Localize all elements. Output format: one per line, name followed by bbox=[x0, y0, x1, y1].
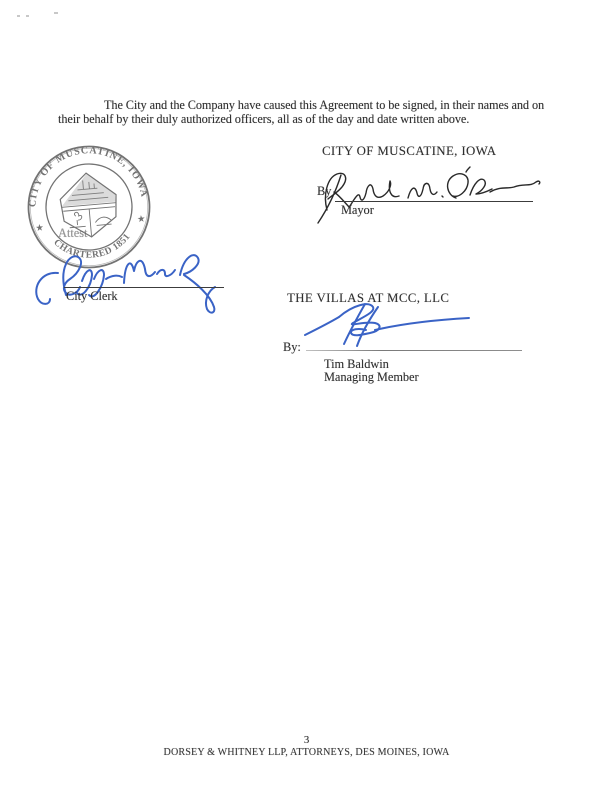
clerk-signature-line bbox=[64, 287, 224, 288]
closing-paragraph: The City and the Company have caused this Agreement to be signed, in their names and on their behalf by their duly authorized officers, all as of the day and date written above. bbox=[58, 98, 545, 126]
company-signer-title: Managing Member bbox=[324, 370, 419, 384]
company-signature-ink bbox=[305, 304, 469, 346]
scan-speck bbox=[17, 15, 20, 17]
seal-bottom-text: CHARTERED 1851 bbox=[51, 232, 133, 261]
company-signer-name: Tim Baldwin bbox=[324, 357, 389, 371]
seal-arc-text: CITY OF MUSCATINE, IOWA bbox=[27, 145, 150, 208]
scan-speck bbox=[54, 12, 58, 14]
company-signature bbox=[293, 299, 478, 355]
company-heading: THE VILLAS AT MCC, LLC bbox=[287, 291, 450, 305]
scan-speck bbox=[26, 15, 29, 17]
city-clerk-signature bbox=[24, 243, 234, 319]
footer-attorney-line: DORSEY & WHITNEY LLP, ATTORNEYS, DES MOINES, IOWA bbox=[163, 747, 450, 758]
seal-emblem bbox=[58, 171, 119, 240]
mayor-signature-line bbox=[335, 201, 533, 202]
seal-star-left-icon: ★ bbox=[35, 223, 44, 233]
city-by-label: By bbox=[317, 184, 332, 198]
company-by-label: By: bbox=[283, 340, 301, 354]
city-heading: CITY OF MUSCATINE, IOWA bbox=[322, 144, 497, 158]
seal-star-right-icon: ★ bbox=[137, 214, 146, 224]
company-signature-line bbox=[306, 350, 522, 351]
page-number: 3 bbox=[303, 734, 310, 746]
clerk-signature-ink bbox=[36, 255, 215, 312]
clerk-title-label: City Clerk bbox=[66, 289, 118, 303]
attest-label: Attest bbox=[58, 226, 88, 240]
mayor-title-label: Mayor bbox=[341, 203, 374, 217]
